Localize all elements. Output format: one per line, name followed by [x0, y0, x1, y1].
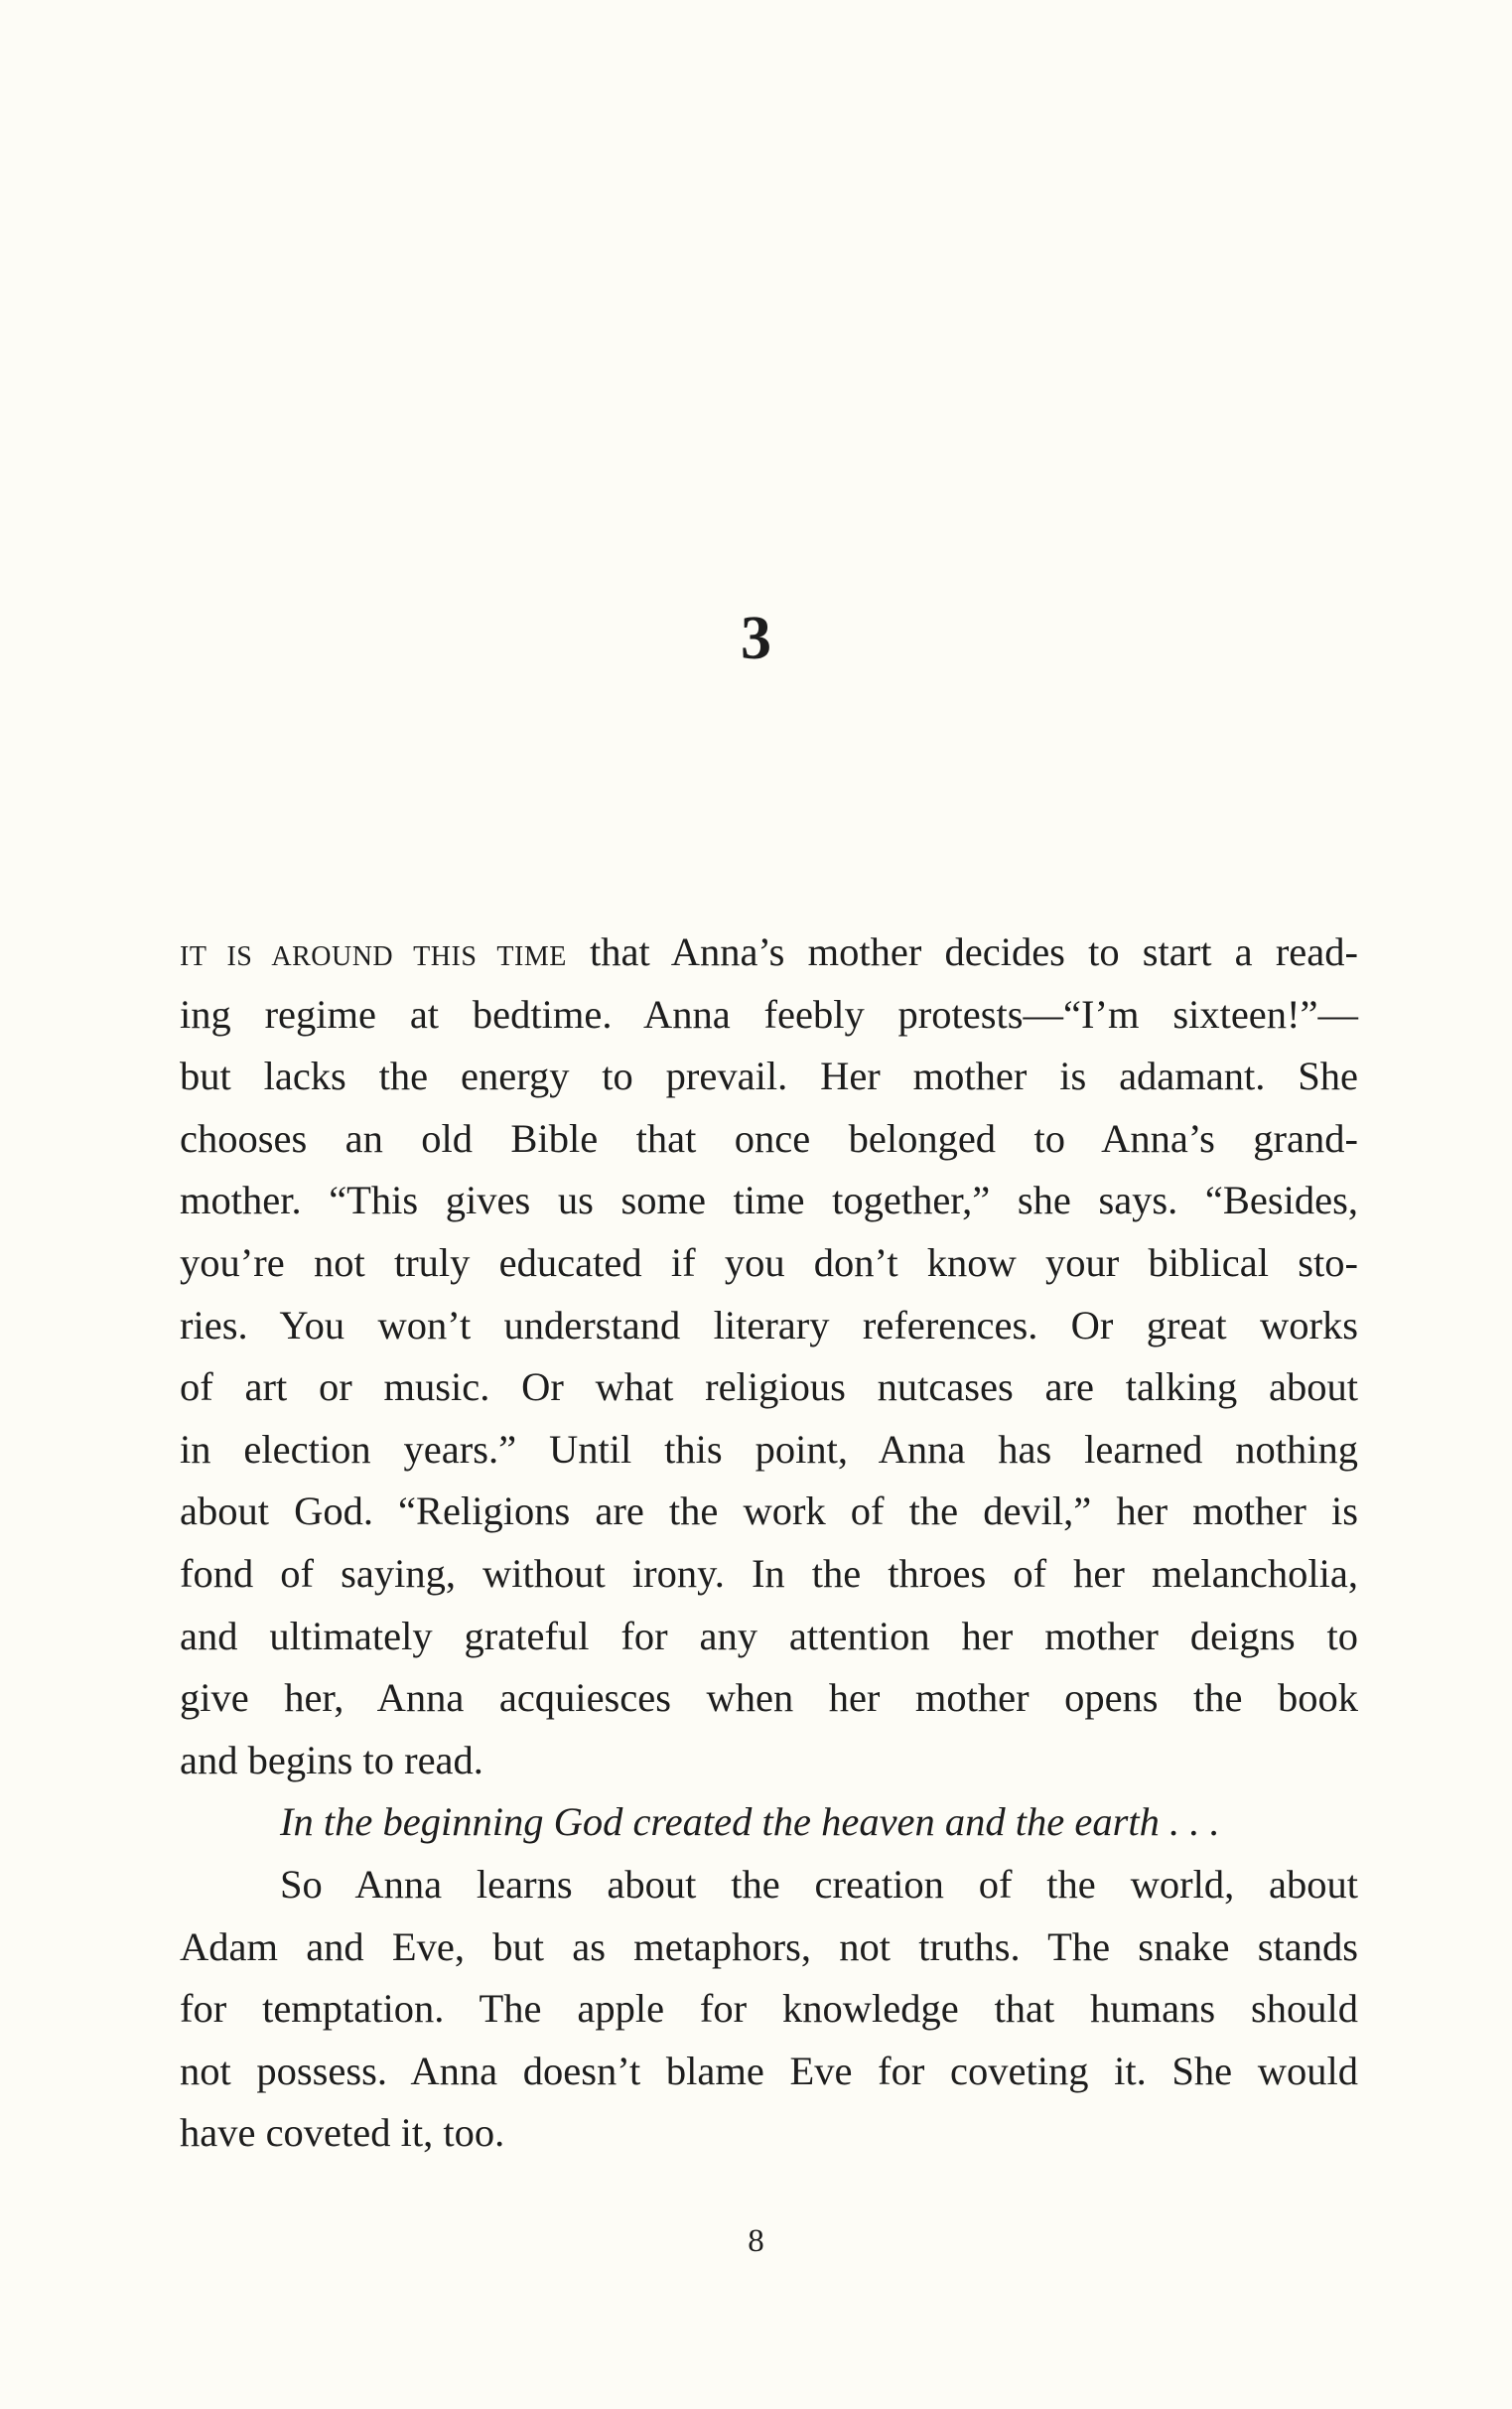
text-line: mother. “This gives us some time together,” she says. “Besides,: [180, 1178, 1358, 1223]
opening-smallcaps: IT IS AROUND THIS TIME: [180, 941, 567, 972]
italic-quote-line: In the beginning God created the heaven and the earth . . .: [280, 1799, 1220, 1845]
text-line: Adam and Eve, but as metaphors, not truths. The snake stands: [180, 1923, 1358, 1969]
text-line: not possess. Anna doesn’t blame Eve for coveting it. She would: [180, 2048, 1358, 2093]
text-line: for temptation. The apple for knowledge that humans should: [180, 1986, 1358, 2032]
text-line: about God. “Religions are the work of the devil,” her mother is: [180, 1488, 1358, 1534]
body-text: [180, 921, 1358, 2165]
text-line: So Anna learns about the creation of the world, about: [280, 1861, 1358, 1907]
chapter-number: 3: [741, 605, 771, 672]
text-line: give her, Anna acquiesces when her mother opens the book: [180, 1675, 1358, 1721]
text-line: you’re not truly educated if you don’t know your biblical sto-: [180, 1239, 1358, 1285]
text-line: chooses an old Bible that once belonged to Anna’s grand-: [180, 1115, 1358, 1161]
text-line: of art or music. Or what religious nutcases are talking about: [180, 1364, 1358, 1410]
text-line-content: that Anna’s mother decides to start a read-: [590, 929, 1358, 974]
text-line: fond of saying, without irony. In the throes of her melancholia,: [180, 1550, 1358, 1596]
text-line: have coveted it, too.: [180, 2110, 505, 2156]
text-line: ing regime at bedtime. Anna feebly protests—“I’m sixteen!”—: [180, 991, 1358, 1037]
page-number: 8: [748, 2223, 764, 2259]
text-line: [180, 921, 1358, 984]
text-line: ries. You won’t understand literary references. Or great works: [180, 1302, 1358, 1347]
text-line: but lacks the energy to prevail. Her mother is adamant. She: [180, 1054, 1358, 1099]
text-line: and ultimately grateful for any attention her mother deigns to: [180, 1613, 1358, 1658]
text-line: and begins to read.: [180, 1737, 483, 1782]
text-line: in election years.” Until this point, Anna has learned nothing: [180, 1426, 1358, 1472]
